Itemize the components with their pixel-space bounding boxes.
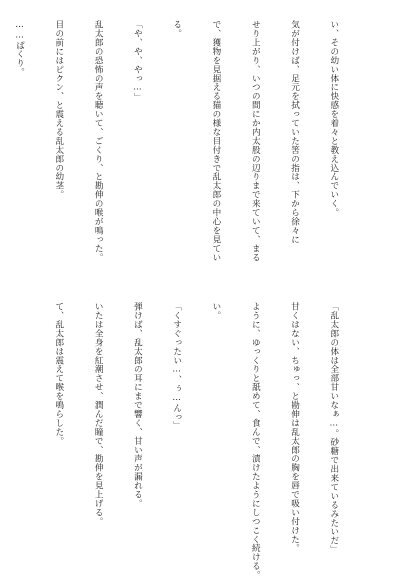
text-line: 弾けば、乱太郎の耳にまで響く、甘い声が漏れる。 <box>132 302 143 508</box>
text-line: 「乱太郎の体は全部甘いなぁ…。砂糖で出来ているみたいだ」 <box>328 302 339 554</box>
text-line: 目の前にはピクン、と震える乱太郎の幼茎。 <box>53 20 64 199</box>
text-line: ……ぱくり。 <box>14 20 25 77</box>
text-line: ように、ゆっくりと舐めて、食んで、漬けたようにしつこく続ける。 <box>250 302 261 579</box>
text-line: い。 <box>210 302 221 320</box>
text-line: い、その幼い体に快感を着々と教え込んでいく。 <box>328 20 339 217</box>
text-line: る。 <box>171 20 182 38</box>
text-line: 乱太郎の恐怖の声を聴いて、ごくり、と勘伸の喉が鳴った。 <box>93 20 104 262</box>
text-line: で、獲物を見据える猫の様な目付きで乱太郎の中心を見てい <box>210 20 221 262</box>
text-block-upper <box>14 20 366 285</box>
text-line: 甘くはない、ちゅっ、と勘伸は乱太郎の胸を唇で吸い付けた。 <box>289 302 300 553</box>
text-line: て、乱太郎は震えて喉を鳴らした。 <box>53 302 64 446</box>
text-line: せり上がり、いつの間にか内太股の辺りまで来ていて、まる <box>250 20 261 262</box>
text-block-lower <box>34 302 366 579</box>
text-line: いたは全身を紅潮させ、潤んだ瞳で、勘伸を見上げる。 <box>93 302 104 526</box>
text-line: 気が付けば、足元を拭っていた筈の指は、下から徐々に <box>289 20 300 244</box>
text-line: 「や、や、やっ…」 <box>132 20 143 102</box>
text-line: 「くすぐったい…、ぅ…んっ」 <box>171 302 182 431</box>
